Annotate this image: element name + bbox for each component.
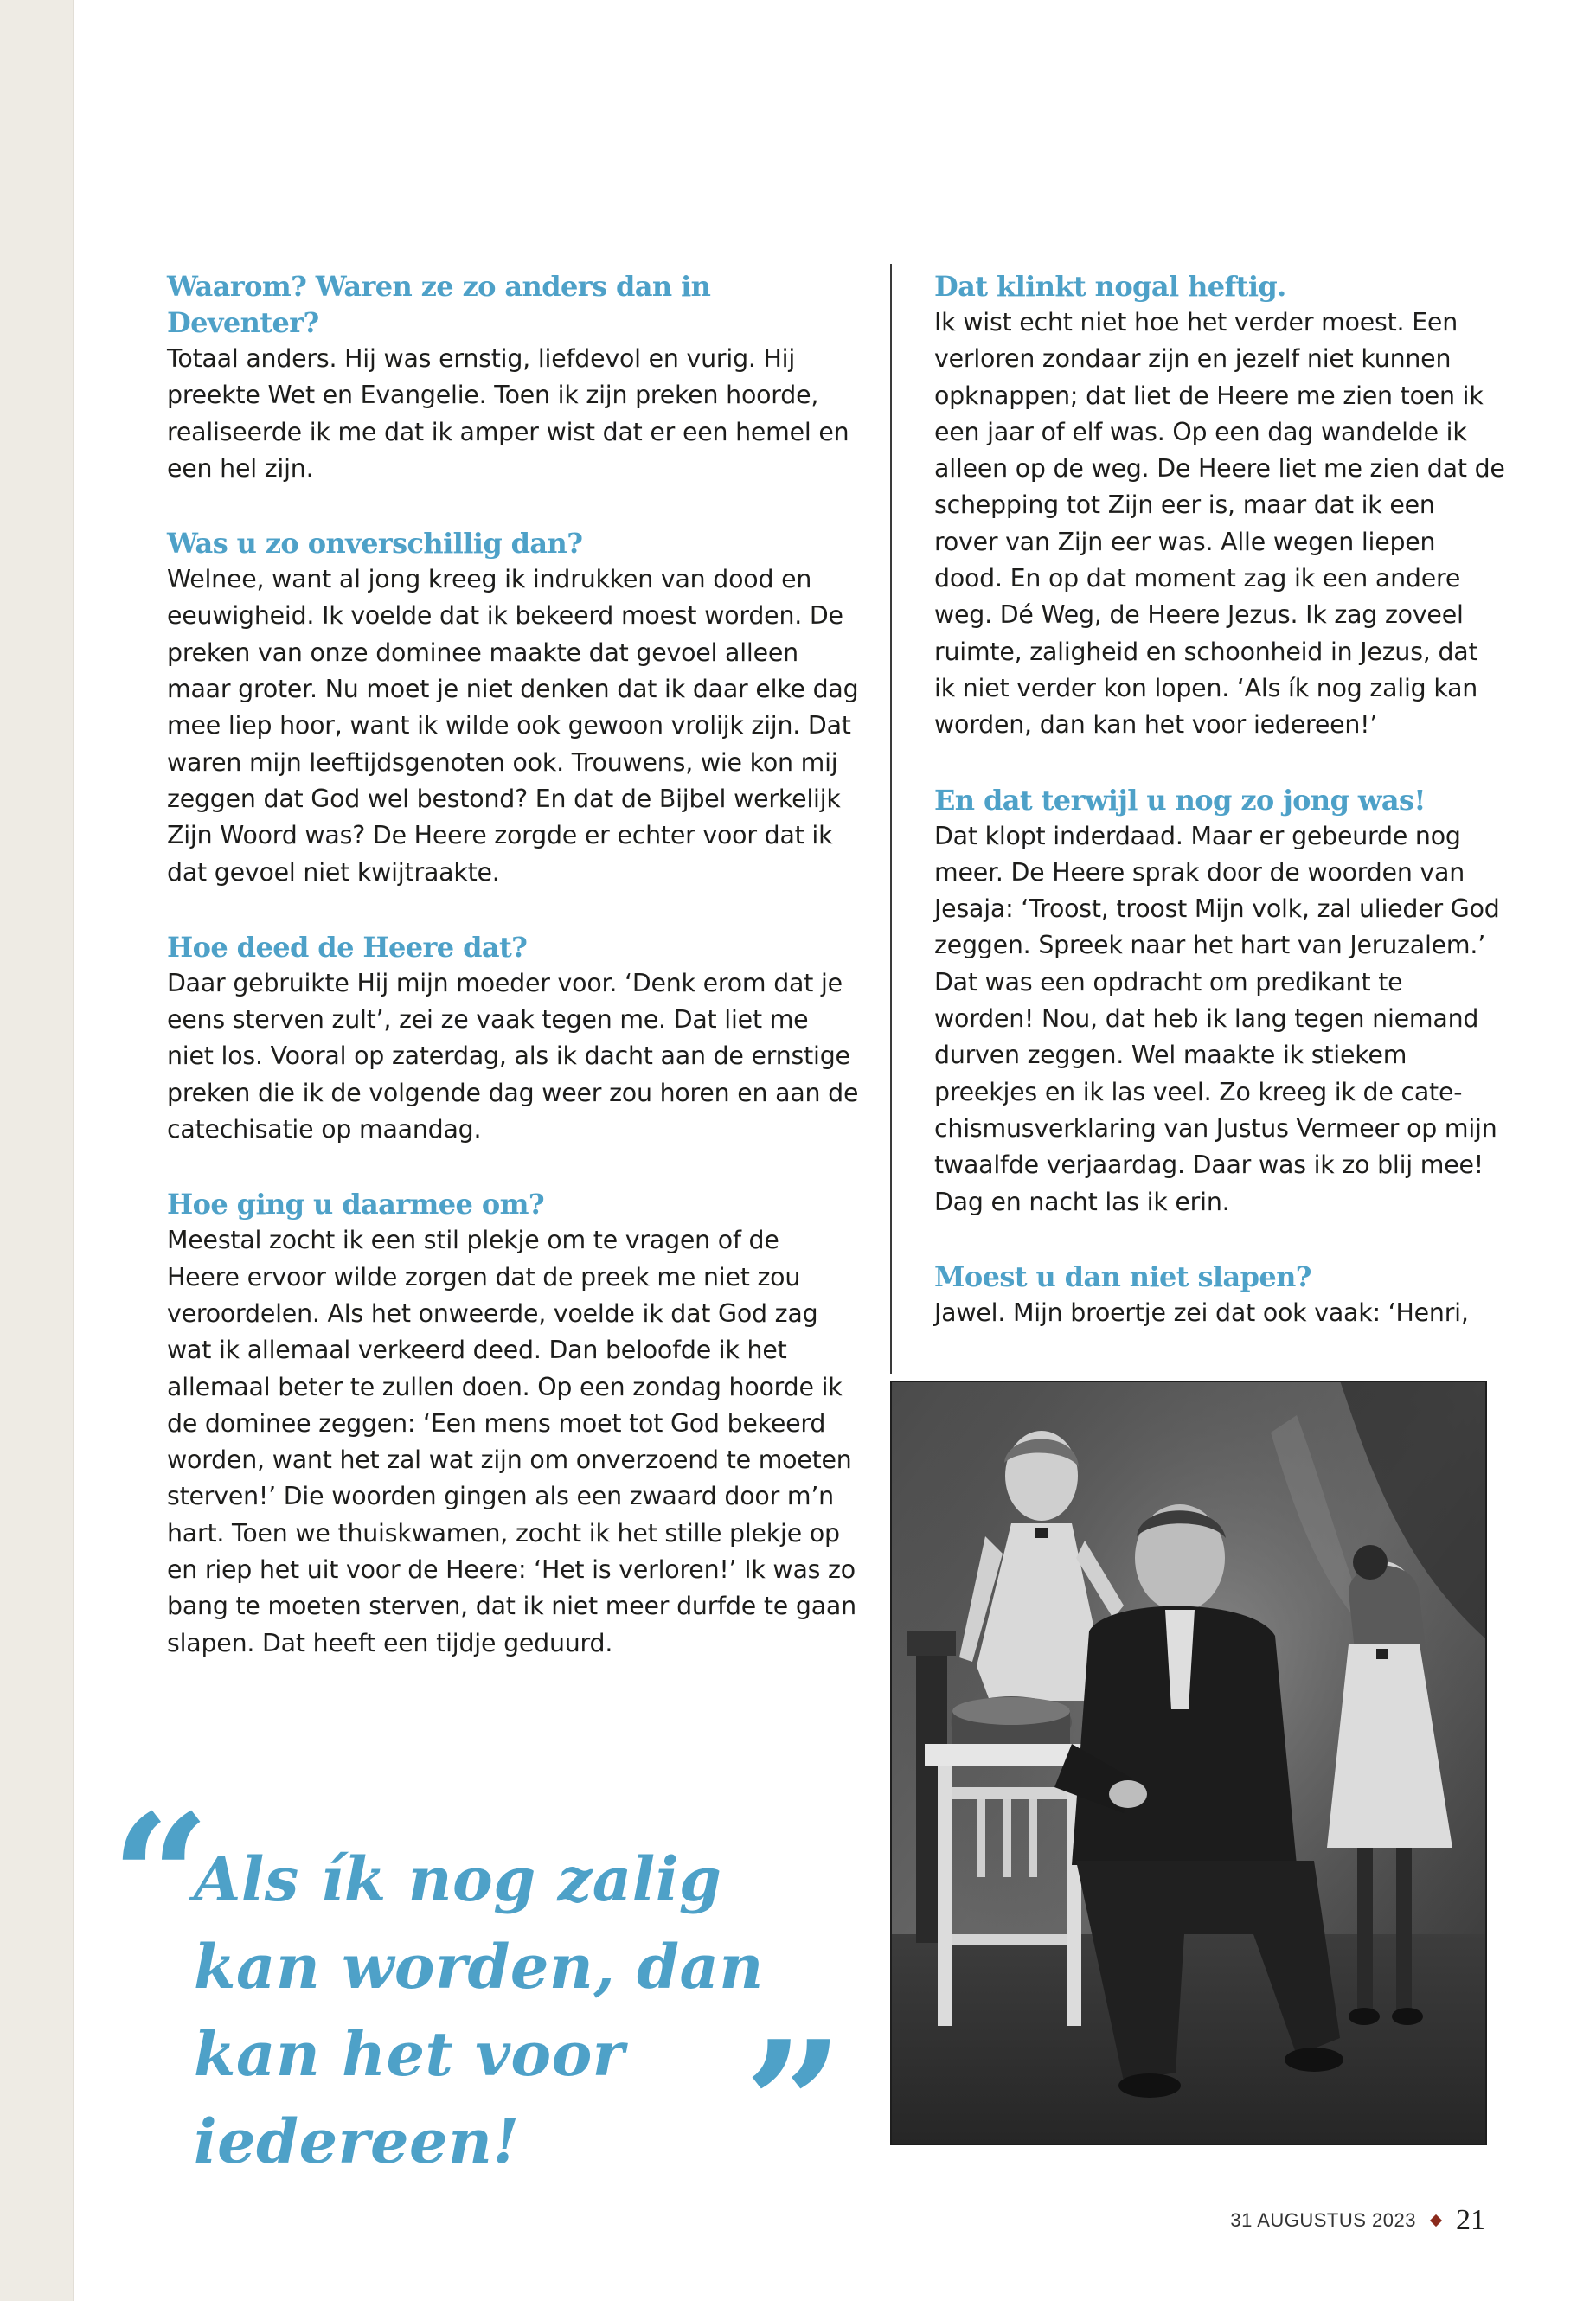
qa-block xyxy=(934,1259,1505,1331)
pull-quote: Als ík nog zalig kan worden, dan kan het voor iedereen! xyxy=(194,1843,764,2177)
answer-text: Meestal zocht ik een stil plekje om te vragen of de Heere ervoor wilde zorgen dat de preek me niet zou veroordelen. Als het onweerde, voelde ik dat God zag wat ik allemaal verkeerd deed. Dan beloofde ik het allemaal beter te zullen doen. Op een zondag hoorde ik de dominee zeggen: ‘Een mens moet tot God bekeerd worden, want het zal wat zijn om onverzoend te moeten sterven!’ Die woorden gingen als een zwaard door m’n hart. Toen we thuiskwamen, zocht ik het stille plekje op en riep het uit voor de Heere: ‘Het is verloren!’ Ik was zo bang te moeten sterven, dat ik niet meer durfde te gaan slapen. Dat heeft een tijdje geduurd. xyxy=(167,1226,856,1657)
open-quote-mark: “ xyxy=(111,1777,211,1980)
diamond-icon xyxy=(1430,2214,1442,2227)
answer-text: Jawel. Mijn broertje zei dat ook vaak: ‘Henri, xyxy=(934,1298,1469,1327)
answer-text: Welnee, want al jong kreeg ik indrukken van dood en eeuwigheid. Ik voelde dat ik bekeerd moest worden. De preken van onze dominee maakte dat gevoel alleen maar groter. Nu moet je niet denken dat ik daar elke dag mee liep hoor, want ik wilde ook gewoon vrolijk zijn. Dat waren mijn leeftijdsgenoten ook. Trouwens, wie kon mij zeggen dat God wel bestond? En dat de Bijbel werkelijk Zijn Woord was? De Heere zorgde er echter voor dat ik dat gevoel niet kwijtraakte. xyxy=(167,565,859,887)
answer-text: Dat klopt inderdaad. Maar er gebeurde nog meer. De Heere sprak door de woorden van Jesaja: ‘Troost, troost Mijn volk, zal ulieder God zeggen. Spreek naar het hart van Jeruzalem.’ Dat was een opdracht om predikant te worden! Nou, dat heb ik lang tegen niemand durven zeggen. Wel maakte ik stiekem preekjes en ik las veel. Zo kreeg ik de catechismusverklaring van Justus Vermeer op mijn twaalfde verjaardag. Daar was ik zo blij mee! Dag en nacht las ik erin. xyxy=(934,821,1500,1216)
qa-block xyxy=(934,782,1505,1221)
close-quote-mark: ” xyxy=(744,2003,844,2207)
question-heading: En dat terwijl u nog zo jong was! xyxy=(934,783,1426,817)
issue-date: 31 AUGUSTUS 2023 xyxy=(1230,2209,1416,2231)
left-column xyxy=(167,268,859,1700)
question-heading: Dat klinkt nogal heftig. xyxy=(934,270,1286,303)
qa-block xyxy=(167,525,859,891)
answer-text: Ik wist echt niet hoe het verder moest. Een verloren zondaar zijn en jezelf niet kunnen opknappen; dat liet de Heere me zien toen ik een jaar of elf was. Op een dag wandelde ik alleen op de weg. De Heere liet me zien dat de schepping tot Zijn eer is, maar dat ik een rover van Zijn eer was. Alle wegen liepen dood. En op dat moment zag ik een andere weg. Dé Weg, de Heere Jezus. Ik zag zoveel ruimte, zaligheid en schoonheid in Jezus, dat ik niet verder kon lopen. ‘Als ík nog zalig kan worden, dan kan het voor iedereen!’ xyxy=(934,308,1505,740)
qa-block xyxy=(167,1186,859,1662)
family-photo xyxy=(890,1381,1487,2145)
qa-block xyxy=(934,268,1505,744)
question-heading: Hoe ging u daarmee om? xyxy=(167,1188,544,1221)
right-column xyxy=(934,268,1505,1369)
question-heading: Was u zo onverschillig dan? xyxy=(167,527,583,561)
paper-texture-strip xyxy=(0,0,74,2301)
page-number: 21 xyxy=(1456,2204,1485,2236)
answer-text: Daar gebruikte Hij mijn moeder voor. ‘Denk erom dat je eens sterven zult’, zei ze vaak tegen me. Dat liet me niet los. Vooral op zaterdag, als ik dacht aan de ernstige preken die ik de volgende dag weer zou horen en aan de catechisatie op maandag. xyxy=(167,968,859,1144)
question-heading: Moest u dan niet slapen? xyxy=(934,1259,1311,1293)
answer-text: Totaal anders. Hij was ernstig, liefdevol en vurig. Hij preekte Wet en Evangelie. Toen ik zijn preken hoorde, realiseerde ik me dat ik amper wist dat er een hemel en een hel zijn. xyxy=(167,344,849,483)
column-divider xyxy=(890,264,892,1374)
family-photo-illustration xyxy=(890,1381,1487,2145)
qa-block xyxy=(167,268,859,487)
question-heading: Waarom? Waren ze zo anders dan in Deventer? xyxy=(167,270,711,339)
question-heading: Hoe deed de Heere dat? xyxy=(167,930,528,964)
qa-block xyxy=(167,929,859,1148)
page-footer xyxy=(1230,2204,1485,2237)
